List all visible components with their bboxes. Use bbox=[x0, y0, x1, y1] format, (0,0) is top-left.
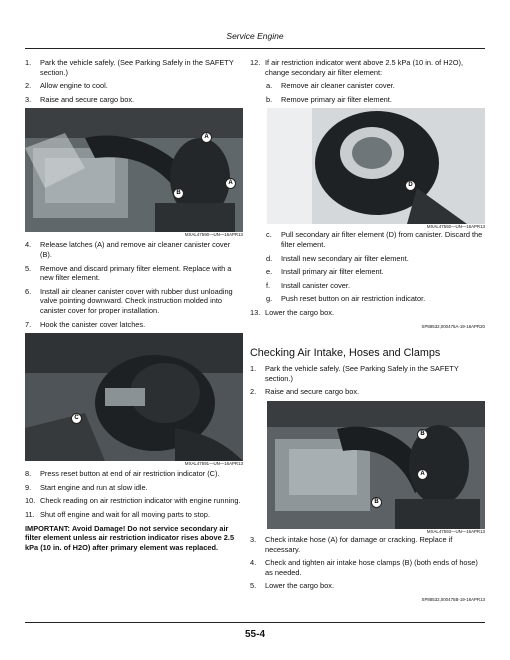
callout-c: C bbox=[71, 413, 82, 424]
photo-caption-1: MXAL47590—UN—16APR13 bbox=[184, 232, 243, 238]
list-item: 13. Lower the cargo box. bbox=[250, 307, 335, 317]
right-column bbox=[250, 58, 485, 604]
engine-photo-4 bbox=[267, 401, 485, 529]
sub-item: e. Install primary air filter element. bbox=[266, 267, 384, 277]
photo-caption-4: MXAL47593—UN—16APR13 bbox=[426, 528, 485, 534]
callout-d: D bbox=[405, 180, 416, 191]
callout-b-upper: B bbox=[417, 429, 428, 440]
page-header: Service Engine bbox=[226, 31, 284, 41]
list-item: 5. Lower the cargo box. bbox=[250, 581, 335, 591]
sub-item: g. Push reset button on air restriction indicator. bbox=[266, 294, 426, 304]
list-item: 7. Hook the canister cover latches. bbox=[25, 319, 146, 329]
header-rule bbox=[25, 48, 485, 49]
list-item: 12. If air restriction indicator went above 2.5 kPa (10 in. of H2O), change secondary air filter element: bbox=[250, 58, 463, 77]
engine-illustration-2 bbox=[25, 333, 243, 461]
sub-item: b. Remove primary air filter element. bbox=[266, 94, 392, 104]
list-item: 6. Install air cleaner canister cover with rubber dust unloading valve pointing downward. Check instruction molded into canister cover for proper installation. bbox=[25, 286, 233, 315]
engine-photo-2 bbox=[25, 333, 243, 461]
photo-caption-3: MXAL47592—UN—16APR13 bbox=[426, 224, 485, 230]
important-notice bbox=[25, 524, 243, 553]
list-item: 10. Check reading on air restriction indicator with engine running. bbox=[25, 496, 241, 506]
steps-c bbox=[25, 469, 243, 519]
page-number: 55-4 bbox=[244, 629, 265, 640]
engine-photo-1 bbox=[25, 108, 243, 232]
callout-b-lower: B bbox=[371, 497, 382, 508]
photo-caption-2: MXAL47591—UN—16APR13 bbox=[184, 461, 243, 467]
list-item: 2. Raise and secure cargo box. bbox=[250, 387, 360, 397]
list-item: 5. Remove and discard primary filter element. Replace with a new filter element. bbox=[25, 263, 232, 283]
left-column bbox=[25, 58, 243, 552]
intake-hose-illustration bbox=[267, 401, 485, 529]
steps-b bbox=[25, 240, 243, 329]
footer-rule bbox=[25, 622, 485, 623]
important-label: IMPORTANT: bbox=[25, 523, 71, 533]
sub-item: d. Install new secondary air filter element. bbox=[266, 253, 409, 263]
callout-a: A bbox=[417, 469, 428, 480]
list-item: 8. Press reset button at end of air restriction indicator (C). bbox=[25, 469, 220, 479]
steps-a bbox=[25, 58, 243, 104]
list-item: 1. Park the vehicle safely. (See Parking Safely in the SAFETY section.) bbox=[250, 364, 459, 383]
reference-code-1: SP88532,000475A-19-18APR20 bbox=[421, 323, 485, 329]
sub-item: f. Install canister cover. bbox=[266, 280, 351, 290]
engine-photo-3 bbox=[267, 108, 485, 224]
list-item: 11. Shut off engine and wait for all moving parts to stop. bbox=[25, 509, 210, 519]
list-item: 2. Allow engine to cool. bbox=[25, 81, 108, 91]
canister-illustration bbox=[267, 108, 485, 224]
callout-b: B bbox=[173, 188, 184, 199]
important-text: Avoid Damage! Do not service secondary air filter element unless air restriction indicator rises above 2.5 kPa (10 in. of H2O) after primary element was replaced. bbox=[25, 523, 235, 552]
callout-a-upper: A bbox=[201, 132, 212, 143]
reference-code-2: SP88532,000475B-19-18APR13 bbox=[421, 596, 485, 602]
list-item: 9. Start engine and run at slow idle. bbox=[25, 482, 148, 492]
list-item: 3. Raise and secure cargo box. bbox=[25, 94, 135, 104]
callout-a-lower: A bbox=[225, 178, 236, 189]
sub-item: a. Remove air cleaner canister cover. bbox=[266, 81, 395, 91]
list-item: 4. Release latches (A) and remove air cleaner canister cover (B). bbox=[25, 240, 231, 259]
engine-illustration-1 bbox=[25, 108, 243, 232]
sub-item: c. Pull secondary air filter element (D) from canister. Discard the filter element. bbox=[266, 230, 483, 249]
list-item: 3. Check intake hose (A) for damage or cracking. Replace if necessary. bbox=[250, 534, 453, 554]
list-item: 4. Check and tighten air intake hose clamps (B) (both ends of hose) as needed. bbox=[250, 558, 478, 577]
list-item: 1. Park the vehicle safely. (See Parking Safely in the SAFETY section.) bbox=[25, 58, 234, 77]
section-title: Checking Air Intake, Hoses and Clamps bbox=[250, 347, 441, 360]
